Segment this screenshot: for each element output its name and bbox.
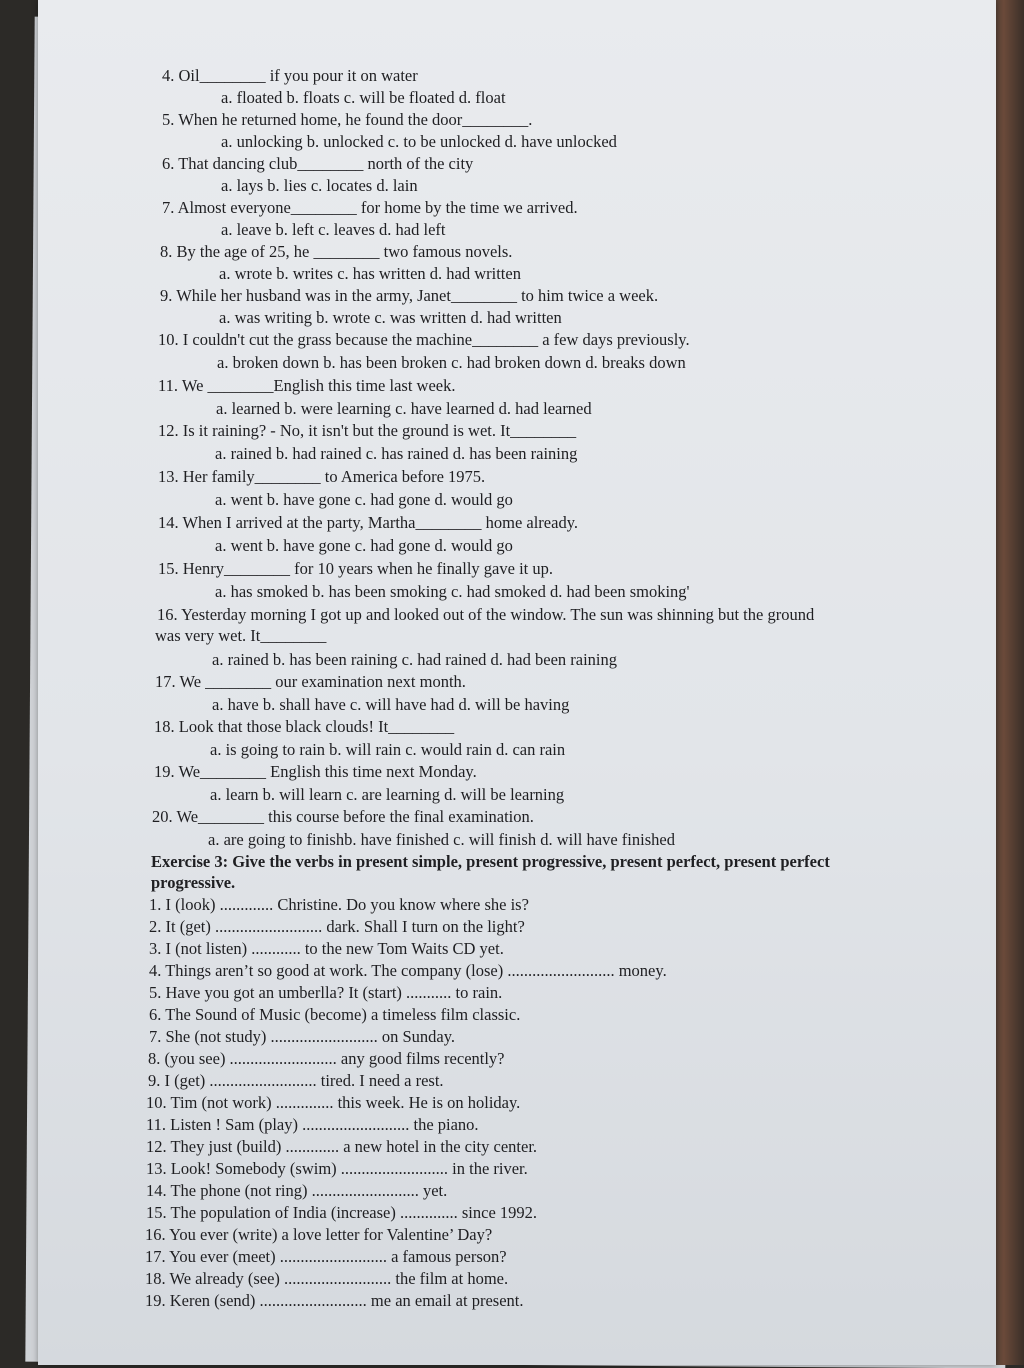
options-19: a. learn b. will learn c. are learning d. will be learning xyxy=(210,785,565,804)
question-15: 15. Henry________ for 10 years when he finally gave it up. xyxy=(158,559,553,578)
ex3-item-12: 12. They just (build) ............. a new hotel in the city center. xyxy=(146,1137,538,1156)
worksheet-page xyxy=(38,0,996,1365)
options-12: a. rained b. had rained c. has rained d. has been raining xyxy=(215,444,578,463)
options-18: a. is going to rain b. will rain c. would rain d. can rain xyxy=(210,740,566,759)
ex3-item-17: 17. You ever (meet) .......................... a famous person? xyxy=(145,1247,507,1266)
options-16: a. rained b. has been raining c. had rained d. had been raining xyxy=(212,650,618,669)
question-6: 6. That dancing club________ north of the city xyxy=(162,154,474,173)
ex3-item-18: 18. We already (see) .......................... the film at home. xyxy=(145,1269,509,1288)
question-14: 14. When I arrived at the party, Martha________ home already. xyxy=(158,513,578,532)
question-11: 11. We ________English this time last week. xyxy=(158,376,456,395)
ex3-item-7: 7. She (not study) .......................... on Sunday. xyxy=(149,1027,456,1046)
options-9: a. was writing b. wrote c. was written d. had written xyxy=(219,308,562,327)
ex3-item-4: 4. Things aren’t so good at work. The company (lose) .......................... money. xyxy=(149,961,667,980)
question-8: 8. By the age of 25, he ________ two famous novels. xyxy=(160,242,513,261)
question-20: 20. We________ this course before the final examination. xyxy=(152,807,534,826)
options-5: a. unlocking b. unlocked c. to be unlocked d. have unlocked xyxy=(221,132,617,151)
question-16-line-2: was very wet. It________ xyxy=(155,626,327,645)
ex3-item-8: 8. (you see) .......................... any good films recently? xyxy=(148,1049,505,1068)
ex3-item-1: 1. I (look) ............. Christine. Do you know where she is? xyxy=(149,895,529,914)
options-17: a. have b. shall have c. will have had d. will be having xyxy=(212,695,570,714)
question-19: 19. We________ English this time next Monday. xyxy=(154,762,477,781)
options-20: a. are going to finishb. have finished c. will finish d. will have finished xyxy=(208,830,675,849)
question-4: 4. Oil________ if you pour it on water xyxy=(162,66,418,85)
ex3-item-5: 5. Have you got an umberlla? It (start) ........... to rain. xyxy=(149,983,503,1002)
options-7: a. leave b. left c. leaves d. had left xyxy=(221,220,446,239)
options-13: a. went b. have gone c. had gone d. would go xyxy=(215,490,513,509)
ex3-item-14: 14. The phone (not ring) .......................... yet. xyxy=(146,1181,448,1200)
question-13: 13. Her family________ to America before 1975. xyxy=(158,467,486,486)
question-12: 12. Is it raining? - No, it isn't but the ground is wet. It________ xyxy=(158,421,577,440)
ex3-item-15: 15. The population of India (increase) .............. since 1992. xyxy=(146,1203,538,1222)
ex3-item-6: 6. The Sound of Music (become) a timeless film classic. xyxy=(149,1005,521,1024)
options-6: a. lays b. lies c. locates d. lain xyxy=(221,176,418,195)
options-15: a. has smoked b. has been smoking c. had smoked d. had been smoking' xyxy=(215,582,690,601)
ex3-item-11: 11. Listen ! Sam (play) .......................... the piano. xyxy=(146,1115,479,1134)
ex3-item-2: 2. It (get) .......................... dark. Shall I turn on the light? xyxy=(149,917,525,936)
question-9: 9. While her husband was in the army, Janet________ to him twice a week. xyxy=(160,286,659,305)
ex3-item-13: 13. Look! Somebody (swim) .......................... in the river. xyxy=(146,1159,528,1178)
question-10: 10. I couldn't cut the grass because the machine________ a few days previously. xyxy=(158,330,690,349)
question-5: 5. When he returned home, he found the door________. xyxy=(162,110,533,129)
ex3-item-3: 3. I (not listen) ............ to the new Tom Waits CD yet. xyxy=(149,939,504,958)
ex3-item-9: 9. I (get) .......................... tired. I need a rest. xyxy=(148,1071,444,1090)
options-14: a. went b. have gone c. had gone d. would go xyxy=(215,536,513,555)
exercise-3-heading-cont: progressive. xyxy=(151,873,236,892)
options-8: a. wrote b. writes c. has written d. had written xyxy=(219,264,521,283)
ex3-item-19: 19. Keren (send) .......................... me an email at present. xyxy=(145,1291,524,1310)
ex3-item-16: 16. You ever (write) a love letter for Valentine’ Day? xyxy=(145,1225,493,1244)
exercise-3-heading: Exercise 3: Give the verbs in present simple, present progressive, present perfect, present perfect xyxy=(151,852,830,871)
options-4: a. floated b. floats c. will be floated d. float xyxy=(221,88,506,107)
options-10: a. broken down b. has been broken c. had broken down d. breaks down xyxy=(217,353,686,372)
ex3-item-10: 10. Tim (not work) .............. this week. He is on holiday. xyxy=(146,1093,521,1112)
question-7: 7. Almost everyone________ for home by the time we arrived. xyxy=(162,198,578,217)
question-18: 18. Look that those black clouds! It________ xyxy=(154,717,455,736)
question-17: 17. We ________ our examination next month. xyxy=(155,672,466,691)
options-11: a. learned b. were learning c. have learned d. had learned xyxy=(216,399,592,418)
question-16-line-1: 16. Yesterday morning I got up and looked out of the window. The sun was shinning but the ground xyxy=(157,605,815,624)
